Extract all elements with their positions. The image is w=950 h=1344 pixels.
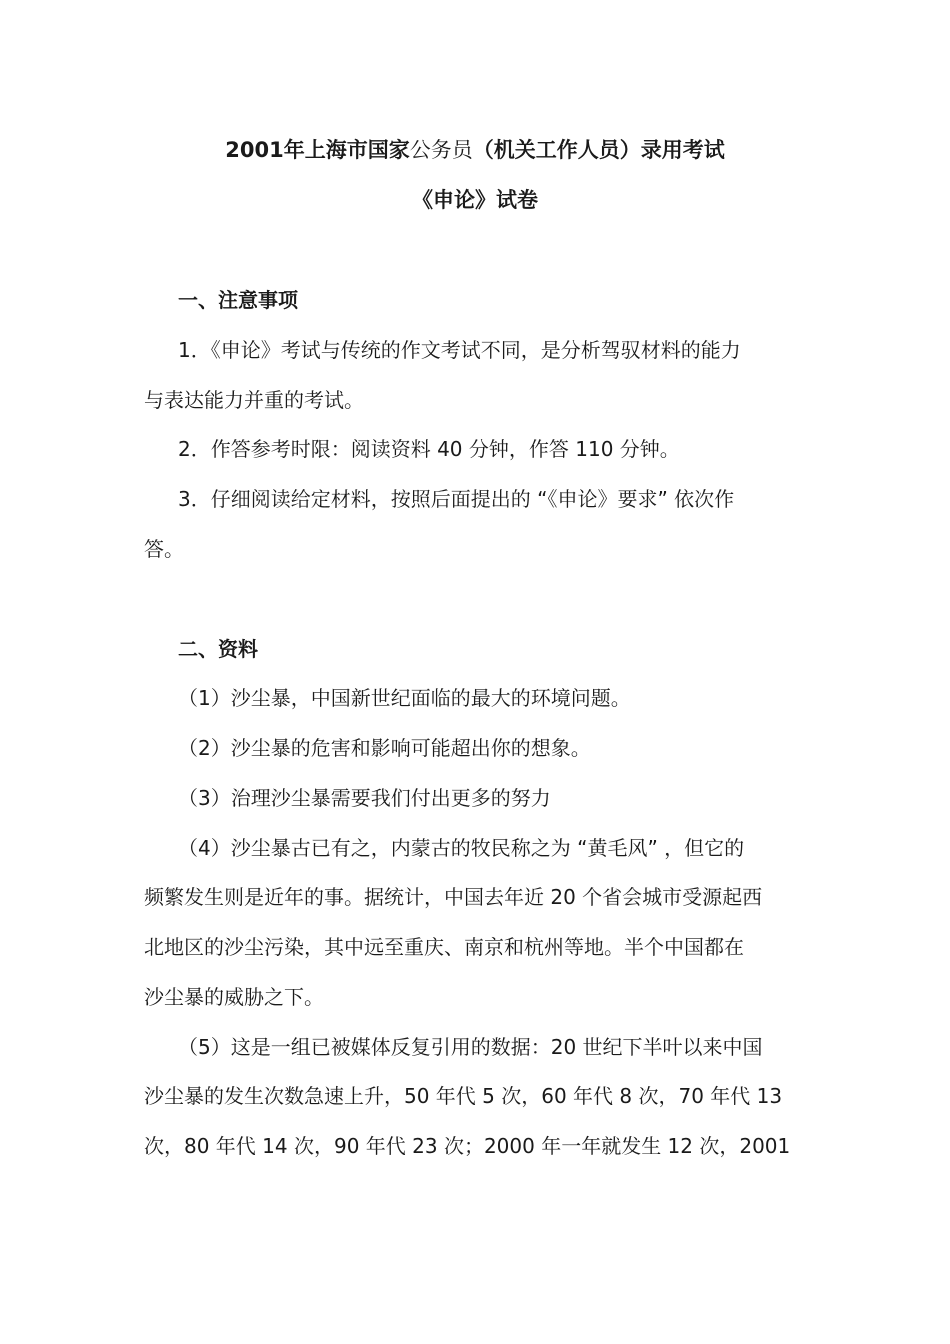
note-item-1-line-2: 与表达能力并重的考试。 [144,388,364,412]
material-paragraph-4-line-3: 北地区的沙尘污染，其中远至重庆、南京和杭州等地。半个中国都在 [144,935,744,959]
material-paragraph-3: （3）治理沙尘暴需要我们付出更多的努力 [178,786,551,810]
material-paragraph-5-line-1: （5）这是一组已被媒体反复引用的数据：20 世纪下半叶以来中国 [178,1035,763,1059]
section-heading-notes: 一、注意事项 [178,288,298,312]
material-paragraph-2: （2）沙尘暴的危害和影响可能超出你的想象。 [178,736,591,760]
note-item-3-line-1: 3．仔细阅读给定材料，按照后面提出的 “《申论》要求” 依次作 [178,487,735,511]
document-title [0,136,950,164]
material-paragraph-5-line-3: 次，80 年代 14 次，90 年代 23 次；2000 年一年就发生 12 次，2001 [144,1134,791,1158]
note-item-3-line-2: 答。 [144,537,184,561]
material-paragraph-1: （1）沙尘暴，中国新世纪面临的最大的环境问题。 [178,686,631,710]
material-paragraph-4-line-1: （4）沙尘暴古已有之，内蒙古的牧民称之为 “黄毛风” ，但它的 [178,836,745,860]
document-subtitle: 《申论》试卷 [412,188,538,212]
material-paragraph-4-line-2: 频繁发生则是近年的事。据统计，中国去年近 20 个省会城市受源起西 [144,885,763,909]
title-part-3: （机关工作人员）录用考试 [472,138,725,162]
note-item-2: 2．作答参考时限：阅读资料 40 分钟，作答 110 分钟。 [178,437,680,461]
note-item-1-line-1: 1．《申论》考试与传统的作文考试不同，是分析驾驭材料的能力 [178,338,741,362]
title-part-1: 2001年上海市国家 [225,138,410,162]
material-paragraph-5-line-2: 沙尘暴的发生次数急速上升，50 年代 5 次，60 年代 8 次，70 年代 13 [144,1084,783,1108]
material-paragraph-4-line-4: 沙尘暴的威胁之下。 [144,985,324,1009]
title-part-2: 公务员 [409,138,473,162]
section-heading-materials: 二、资料 [178,637,258,661]
